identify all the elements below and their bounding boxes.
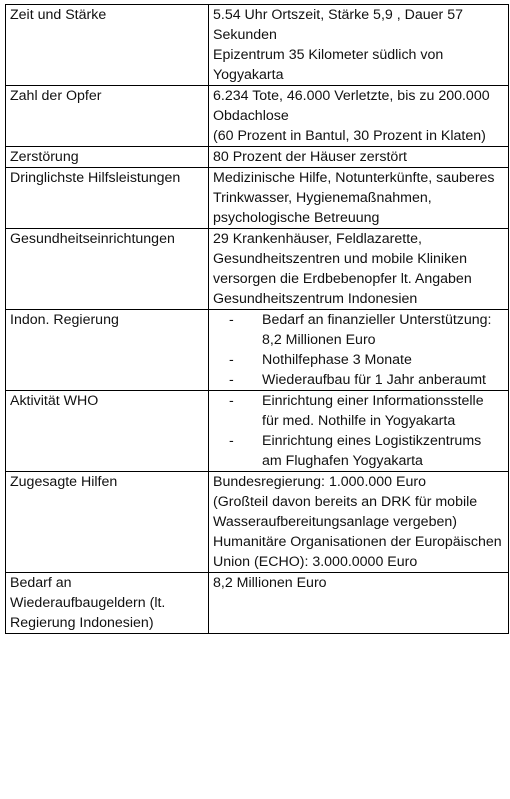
table-row xyxy=(6,310,509,391)
table-row xyxy=(6,229,509,310)
row-value xyxy=(209,5,509,86)
row-value xyxy=(209,229,509,310)
list-item-text: Wiederaufbau für 1 Jahr anberaumt xyxy=(262,372,486,388)
dash-bullet-icon: - xyxy=(229,393,234,409)
value-line: 29 Krankenhäuser, Feldlazarette, Gesundheitszentren und mobile Kliniken versorgen die Erdbebenopfer lt. Angaben Gesundheitszentrum Indonesien xyxy=(213,231,472,307)
value-line: (60 Prozent in Bantul, 30 Prozent in Klaten) xyxy=(213,128,486,144)
table-row xyxy=(6,168,509,229)
row-label: Zerstörung xyxy=(6,147,209,168)
value-line: 8,2 Millionen Euro xyxy=(213,575,327,591)
list-item xyxy=(213,431,504,471)
list-item xyxy=(213,310,504,350)
value-line: Bundesregierung: 1.000.000 Euro xyxy=(213,474,426,490)
table-row xyxy=(6,147,509,168)
info-table xyxy=(5,4,509,634)
value-line: 6.234 Tote, 46.000 Verletzte, bis zu 200.000 Obdachlose xyxy=(213,88,490,124)
table-row xyxy=(6,86,509,147)
row-label: Dringlichste Hilfsleistungen xyxy=(6,168,209,229)
row-value xyxy=(209,86,509,147)
row-value xyxy=(209,391,509,472)
dash-bullet-icon: - xyxy=(229,312,234,328)
list-item xyxy=(213,350,504,370)
row-label: Zugesagte Hilfen xyxy=(6,472,209,573)
value-line: 80 Prozent der Häuser zerstört xyxy=(213,149,407,165)
dash-bullet-icon: - xyxy=(229,433,234,449)
table-row xyxy=(6,5,509,86)
value-line: Humanitäre Organisationen der Europäischen Union (ECHO): 3.000.0000 Euro xyxy=(213,534,502,570)
table-row xyxy=(6,472,509,573)
row-value xyxy=(209,147,509,168)
dash-bullet-icon: - xyxy=(229,352,234,368)
list-item xyxy=(213,391,504,431)
list-item xyxy=(213,370,504,390)
value-line: Epizentrum 35 Kilometer südlich von Yogyakarta xyxy=(213,47,444,83)
list-item-text: Nothilfephase 3 Monate xyxy=(262,352,412,368)
value-line: 5.54 Uhr Ortszeit, Stärke 5,9 , Dauer 57 Sekunden xyxy=(213,7,463,43)
value-line: Medizinische Hilfe, Notunterkünfte, sauberes Trinkwasser, Hygienemaßnahmen, psychologische Betreuung xyxy=(213,170,495,226)
table-row xyxy=(6,391,509,472)
list-item-text: Einrichtung einer Informationsstelle für med. Nothilfe in Yogyakarta xyxy=(262,393,484,429)
row-value xyxy=(209,472,509,573)
row-label: Zahl der Opfer xyxy=(6,86,209,147)
row-label: Gesundheitseinrichtungen xyxy=(6,229,209,310)
value-line: (Großteil davon bereits an DRK für mobile Wasseraufbereitungsanlage vergeben) xyxy=(213,494,478,530)
list-item-text: Einrichtung eines Logistikzentrums am Flughafen Yogyakarta xyxy=(262,433,482,469)
row-value xyxy=(209,573,509,634)
bullet-list xyxy=(213,310,504,390)
table-row xyxy=(6,573,509,634)
row-label: Zeit und Stärke xyxy=(6,5,209,86)
list-item-text: Bedarf an finanzieller Unterstützung: 8,2 Millionen Euro xyxy=(262,312,492,348)
row-value xyxy=(209,310,509,391)
bullet-list xyxy=(213,391,504,471)
row-label: Indon. Regierung xyxy=(6,310,209,391)
row-label: Aktivität WHO xyxy=(6,391,209,472)
row-label: Bedarf an Wiederaufbaugeldern (lt. Regierung Indonesien) xyxy=(6,573,209,634)
row-value xyxy=(209,168,509,229)
dash-bullet-icon: - xyxy=(229,372,234,388)
